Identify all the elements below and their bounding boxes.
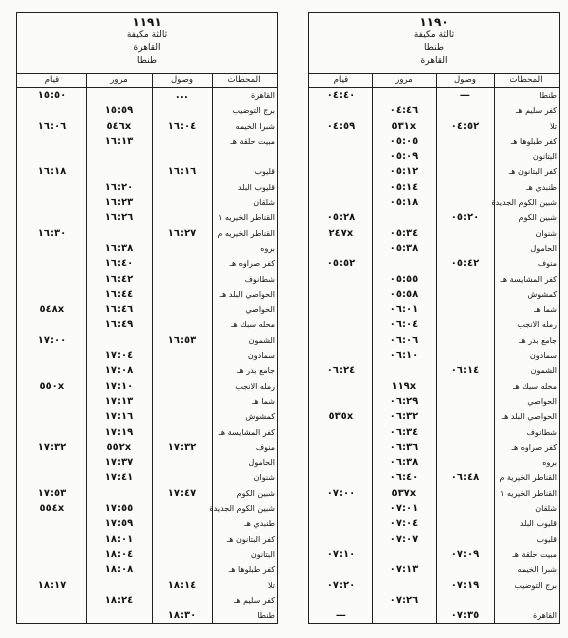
table-row: [17, 409, 277, 424]
passing-time: ٠٧:٠٧: [389, 533, 419, 545]
table-row: [17, 149, 277, 164]
table-row: [309, 608, 559, 623]
passing-time: ٥٥٢x: [106, 441, 132, 453]
station-name: القناطر الخيريه ١: [218, 213, 275, 223]
passing-time: ٠٧:٠١: [389, 503, 419, 515]
passing-time: ١٥:٥٩: [104, 105, 134, 117]
station-name: الشمون: [530, 366, 557, 376]
arrival-time: —: [459, 90, 471, 101]
passing-time: ٠٥:٥٨: [389, 288, 419, 300]
station-name: الحامول: [530, 243, 557, 253]
station-name: شلقان: [253, 198, 275, 208]
station-name: سمادون: [529, 351, 557, 361]
table-row: [309, 226, 559, 241]
table-row: [17, 317, 277, 332]
station-name: الحواصي: [245, 305, 275, 315]
table-row: [17, 256, 277, 271]
table-row: [309, 425, 559, 440]
departure-time: ٠٤:٥٩: [326, 120, 356, 132]
station-name: شما هـ: [252, 396, 275, 406]
table-row: [309, 134, 559, 149]
route-destination: طنطا: [136, 56, 157, 66]
arrival-time: ٠٤:٥٢: [450, 120, 480, 132]
arrival-time: ١٧:٤٧: [167, 487, 197, 499]
passing-time: ٠٥:١٨: [389, 197, 419, 209]
table-row: [17, 562, 277, 577]
passing-time: ١٨:٢٤: [104, 594, 134, 606]
passing-time: ٠٦:٠١: [389, 304, 419, 316]
departure-time: ٥٥٤x: [39, 503, 65, 515]
departure-time: ١٧:٠٠: [37, 334, 67, 346]
station-name: طنطا: [257, 611, 275, 621]
station-name: كفر المشايسة هـ: [218, 427, 275, 437]
passing-time: ٠٧:١٣: [389, 564, 419, 576]
table-row: [17, 363, 277, 378]
table-row: [309, 470, 559, 485]
passing-time: ١٧:١٣: [104, 395, 134, 407]
table-row: [17, 425, 277, 440]
col-passing: مرور: [395, 75, 413, 85]
passing-time: ١٦:٤٩: [104, 319, 134, 331]
departure-time: ١٦:١٨: [37, 166, 67, 178]
table-row: [17, 180, 277, 195]
passing-time: ١٦:٤٦: [104, 304, 134, 316]
passing-time: ١٧:١٠: [104, 380, 134, 392]
table-row: [309, 394, 559, 409]
departure-time: ٠٧:١٠: [326, 548, 356, 560]
station-name: شطانوف: [526, 427, 557, 437]
passing-time: ١٧:٥٩: [104, 518, 134, 530]
arrival-time: ٠٦:١٤: [450, 365, 480, 377]
table-row: [17, 593, 277, 608]
table-row: [17, 195, 277, 210]
table-row: [309, 516, 559, 531]
station-name: شبرا الخيمه: [517, 565, 557, 575]
station-name: الحامول: [248, 458, 275, 468]
departure-time: ٠٧:٢٠: [326, 579, 356, 591]
station-name: شبين الكوم: [518, 213, 557, 223]
table-row: [309, 164, 559, 179]
passing-time: ١٦:٢٦: [104, 212, 134, 224]
station-name: طنبدي هـ: [526, 182, 557, 192]
table-row: [309, 501, 559, 516]
column-headers: [309, 73, 559, 88]
station-name: كفر سليم هـ: [233, 595, 275, 605]
passing-time: ١٨:٠١: [104, 533, 134, 545]
table-row: [17, 134, 277, 149]
passing-time: ٠٦:٣٤: [389, 426, 419, 438]
arrival-time: ٠٥:٤٢: [450, 258, 480, 270]
departure-time: ١٦:٠٦: [37, 120, 67, 132]
table-row: [17, 88, 277, 103]
table-row: [17, 455, 277, 470]
passing-time: ١٧:٣٧: [104, 457, 134, 469]
table-row: [17, 470, 277, 485]
departure-time: ٠٧:٠٠: [326, 487, 356, 499]
station-name: شبين الكوم الجديدة: [491, 198, 557, 208]
table-row: [309, 348, 559, 363]
table-row: [309, 149, 559, 164]
passing-time: ٠٦:٠٤: [389, 319, 419, 331]
station-name: بروه: [260, 243, 275, 253]
table-row: [309, 562, 559, 577]
departure-time: ٠٦:٢٤: [326, 365, 356, 377]
passing-time: ٠٥:٣٤: [389, 227, 419, 239]
arrival-time: ١٧:٣٢: [167, 441, 197, 453]
arrival-time: ٠٥:٢٠: [450, 212, 480, 224]
table-row: [309, 272, 559, 287]
passing-time: ٠٦:٤٠: [389, 472, 419, 484]
table-header: [309, 13, 559, 74]
passing-time: ١٦:٤٢: [104, 273, 134, 285]
passing-time: ٠٥:٥٥: [389, 273, 419, 285]
table-row: [17, 103, 277, 118]
table-row: [17, 272, 277, 287]
station-name: القاهرة: [533, 611, 557, 621]
column-headers: [17, 73, 277, 88]
passing-time: ١٦:٢٣: [104, 197, 134, 209]
table-row: [309, 180, 559, 195]
col-passing: مرور: [110, 75, 128, 85]
passing-time: ١٨:٠٨: [104, 564, 134, 576]
departure-time: ٠٥:٢٨: [326, 212, 356, 224]
route-origin: طنطا: [423, 43, 444, 53]
station-name: شما هـ: [534, 305, 557, 315]
station-name: كفر المشايسة هـ: [500, 274, 557, 284]
departure-time: —: [335, 610, 347, 622]
station-name: قليوب: [536, 534, 557, 544]
table-row: [309, 119, 559, 134]
station-name: تلا: [268, 580, 275, 590]
passing-time: ١٦:١٣: [104, 135, 134, 147]
table-row: [309, 363, 559, 378]
table-row: [17, 119, 277, 134]
table-row: [309, 409, 559, 424]
passing-time: ١٧:٥٥: [104, 503, 134, 515]
station-name: منوف: [255, 442, 275, 452]
table-row: [17, 547, 277, 562]
station-name: القناطر الخيريه ١: [500, 488, 557, 498]
station-name: الحواصي البلد هـ: [501, 412, 557, 422]
departure-time: ٠٤:٤٠: [326, 90, 356, 101]
table-row: [17, 379, 277, 394]
station-name: قليوب: [254, 167, 275, 177]
train-number: ١١٩١: [132, 15, 162, 29]
station-name: القاهرة: [251, 91, 275, 100]
departure-time: ٥٥٠x: [39, 380, 65, 392]
passing-time: ١٦:٢٠: [104, 181, 134, 193]
table-row: [17, 578, 277, 593]
table-row: [309, 455, 559, 470]
station-name: برج التوضيب: [232, 106, 275, 116]
passing-time: ٠٦:٣٨: [389, 457, 419, 469]
departure-time: ٠٥:٥٢: [326, 258, 356, 270]
station-name: سمادون: [247, 351, 275, 361]
passing-time: ١٦:٤٤: [104, 288, 134, 300]
table-row: [17, 608, 277, 623]
station-name: شلقان: [535, 504, 557, 514]
departure-time: ١٨:١٧: [37, 579, 67, 591]
station-name: القناطر الخيرية م: [499, 473, 557, 483]
station-name: البتانون: [532, 152, 557, 162]
passing-time: ٠٥:١٢: [389, 166, 419, 178]
station-name: شبين الكوم الجديدة: [209, 504, 275, 514]
route-destination: القاهرة: [420, 56, 448, 66]
table-row: [17, 532, 277, 547]
station-name: الحواصي البلد هـ: [219, 289, 275, 299]
passing-time: ١٨:٠٤: [104, 548, 134, 560]
station-name: طنبدي هـ: [244, 519, 275, 529]
arrival-time: ١٨:٣٠: [167, 610, 197, 622]
arrival-time: ...: [175, 90, 189, 101]
table-row: [17, 394, 277, 409]
station-name: كفر صراوه هـ: [511, 442, 557, 452]
table-body: [309, 88, 559, 623]
passing-time: ٠٥:٣٨: [389, 242, 419, 254]
passing-time: ٠٥:١٤: [389, 181, 419, 193]
passing-time: ٥٤٦x: [106, 120, 132, 132]
station-name: كفر صراوه هـ: [229, 259, 275, 269]
table-row: [17, 486, 277, 501]
table-row: [17, 287, 277, 302]
table-row: [17, 333, 277, 348]
col-arrival: وصول: [171, 75, 193, 85]
passing-time: ١٧:٠٤: [104, 350, 134, 362]
table-row: [17, 241, 277, 256]
table-row: [17, 302, 277, 317]
table-row: [17, 348, 277, 363]
arrival-time: ١٦:٢٧: [167, 227, 197, 239]
arrival-time: ١٦:١٦: [167, 166, 197, 178]
departure-time: ١٦:٣٠: [37, 227, 67, 239]
table-row: [309, 287, 559, 302]
station-name: القناطر الخيريه م: [217, 228, 275, 238]
arrival-time: ٠٧:٠٩: [450, 548, 480, 560]
table-row: [309, 333, 559, 348]
passing-time: ٠٦:٠٦: [389, 334, 419, 346]
departure-time: ١٧:٥٣: [37, 487, 67, 499]
passing-time: ٠٦:١٠: [389, 350, 419, 362]
station-name: رمله الانجب: [235, 381, 275, 391]
table-body: [17, 88, 277, 623]
passing-time: ١٦:٣٨: [104, 242, 134, 254]
station-name: شنوان: [253, 473, 275, 483]
col-arrival: وصول: [454, 75, 476, 85]
station-name: محله سبك هـ: [513, 381, 557, 391]
table-row: [309, 440, 559, 455]
departure-time: ١٧:٣٢: [37, 441, 67, 453]
col-station: المحطات: [509, 75, 543, 85]
station-name: جامع بدر هـ: [519, 335, 557, 345]
table-row: [309, 547, 559, 562]
table-row: [17, 501, 277, 516]
passing-time: ٥٣٧x: [391, 487, 417, 499]
station-name: رمله الانجب: [517, 320, 557, 330]
table-row: [309, 379, 559, 394]
station-name: شبين الكوم: [236, 488, 275, 498]
col-departure: قيام: [44, 75, 60, 85]
departure-time: ١٥:٥٠: [37, 90, 67, 101]
station-name: قليوب البلد: [519, 519, 557, 529]
col-station: المحطات: [227, 75, 261, 85]
table-row: [309, 486, 559, 501]
route-origin: القاهرة: [133, 43, 161, 53]
station-name: شبرا الخيمه: [235, 121, 275, 131]
departure-time: ٢٤٧x: [328, 227, 354, 239]
station-name: الشمون: [248, 335, 275, 345]
table-row: [17, 440, 277, 455]
arrival-time: ٠٦:٤٨: [450, 472, 480, 484]
passing-time: ٠٦:٣٦: [389, 441, 419, 453]
station-name: طنطا: [539, 91, 557, 100]
table-row: [17, 210, 277, 225]
timetable-train-1190: [308, 12, 560, 624]
station-name: كفر البتانون هـ: [508, 167, 557, 177]
station-name: تلا: [550, 121, 557, 131]
station-name: محله سبك هـ: [231, 320, 275, 330]
station-name: كمشوش: [245, 412, 275, 422]
table-row: [309, 241, 559, 256]
train-number: ١١٩٠: [419, 15, 449, 29]
station-name: كفر سليم هـ: [515, 106, 557, 116]
passing-time: ١٧:٤١: [104, 472, 134, 484]
train-class: ثالثة مكيفة: [126, 30, 168, 40]
station-name: كفر طبلوها هـ: [510, 136, 557, 146]
station-name: منوف: [537, 259, 557, 269]
station-name: كمشوش: [527, 289, 557, 299]
table-row: [309, 103, 559, 118]
table-row: [309, 256, 559, 271]
passing-time: ١٧:١٩: [104, 426, 134, 438]
table-row: [309, 317, 559, 332]
arrival-time: ١٨:١٤: [167, 579, 197, 591]
table-row: [309, 195, 559, 210]
arrival-time: ٠٧:١٩: [450, 579, 480, 591]
train-class: ثالثة مكيفة: [413, 30, 455, 40]
arrival-time: ١٦:٥٣: [167, 334, 197, 346]
station-name: الحواصي: [527, 396, 557, 406]
passing-time: ٠٥:٠٩: [389, 151, 419, 163]
table-row: [309, 593, 559, 608]
table-row: [309, 88, 559, 103]
station-name: مبيت حلقة هـ: [512, 549, 557, 559]
table-row: [17, 164, 277, 179]
station-name: البتانون: [250, 549, 275, 559]
table-row: [309, 210, 559, 225]
table-row: [17, 516, 277, 531]
station-name: بروه: [542, 458, 557, 468]
passing-time: ١٧:١٦: [104, 411, 134, 423]
passing-time: ٥٣١x: [391, 120, 417, 132]
station-name: جامع بدر هـ: [237, 366, 275, 376]
passing-time: ٠٦:٣٢: [389, 411, 419, 423]
station-name: كفر البتانون هـ: [226, 534, 275, 544]
station-name: مبيت حلقة هـ: [230, 136, 275, 146]
table-row: [309, 578, 559, 593]
table-row: [309, 302, 559, 317]
station-name: برج التوضيب: [514, 580, 557, 590]
station-name: قليوب البلد: [237, 182, 275, 192]
table-row: [17, 226, 277, 241]
station-name: شنوان: [535, 228, 557, 238]
arrival-time: ٠٧:٣٥: [450, 610, 480, 622]
table-row: [309, 532, 559, 547]
passing-time: ٠٥:٠٥: [389, 135, 419, 147]
timetable-train-1191: [16, 12, 278, 624]
passing-time: ٠٤:٤٦: [389, 105, 419, 117]
station-name: شطانوف: [244, 274, 275, 284]
passing-time: ٠٧:٠٤: [389, 518, 419, 530]
passing-time: ١٧:٠٨: [104, 365, 134, 377]
passing-time: ٠٦:٢٩: [389, 395, 419, 407]
arrival-time: ١٦:٠٤: [167, 120, 197, 132]
departure-time: ٥٣٥x: [328, 411, 354, 423]
passing-time: ٠٧:٢٦: [389, 594, 419, 606]
passing-time: ١٦:٤٠: [104, 258, 134, 270]
station-name: كفر طبلوها هـ: [228, 565, 275, 575]
departure-time: ٥٤٨x: [39, 304, 65, 316]
passing-time: ١١٩x: [391, 380, 417, 392]
col-departure: قيام: [333, 75, 349, 85]
table-header: [17, 13, 277, 74]
